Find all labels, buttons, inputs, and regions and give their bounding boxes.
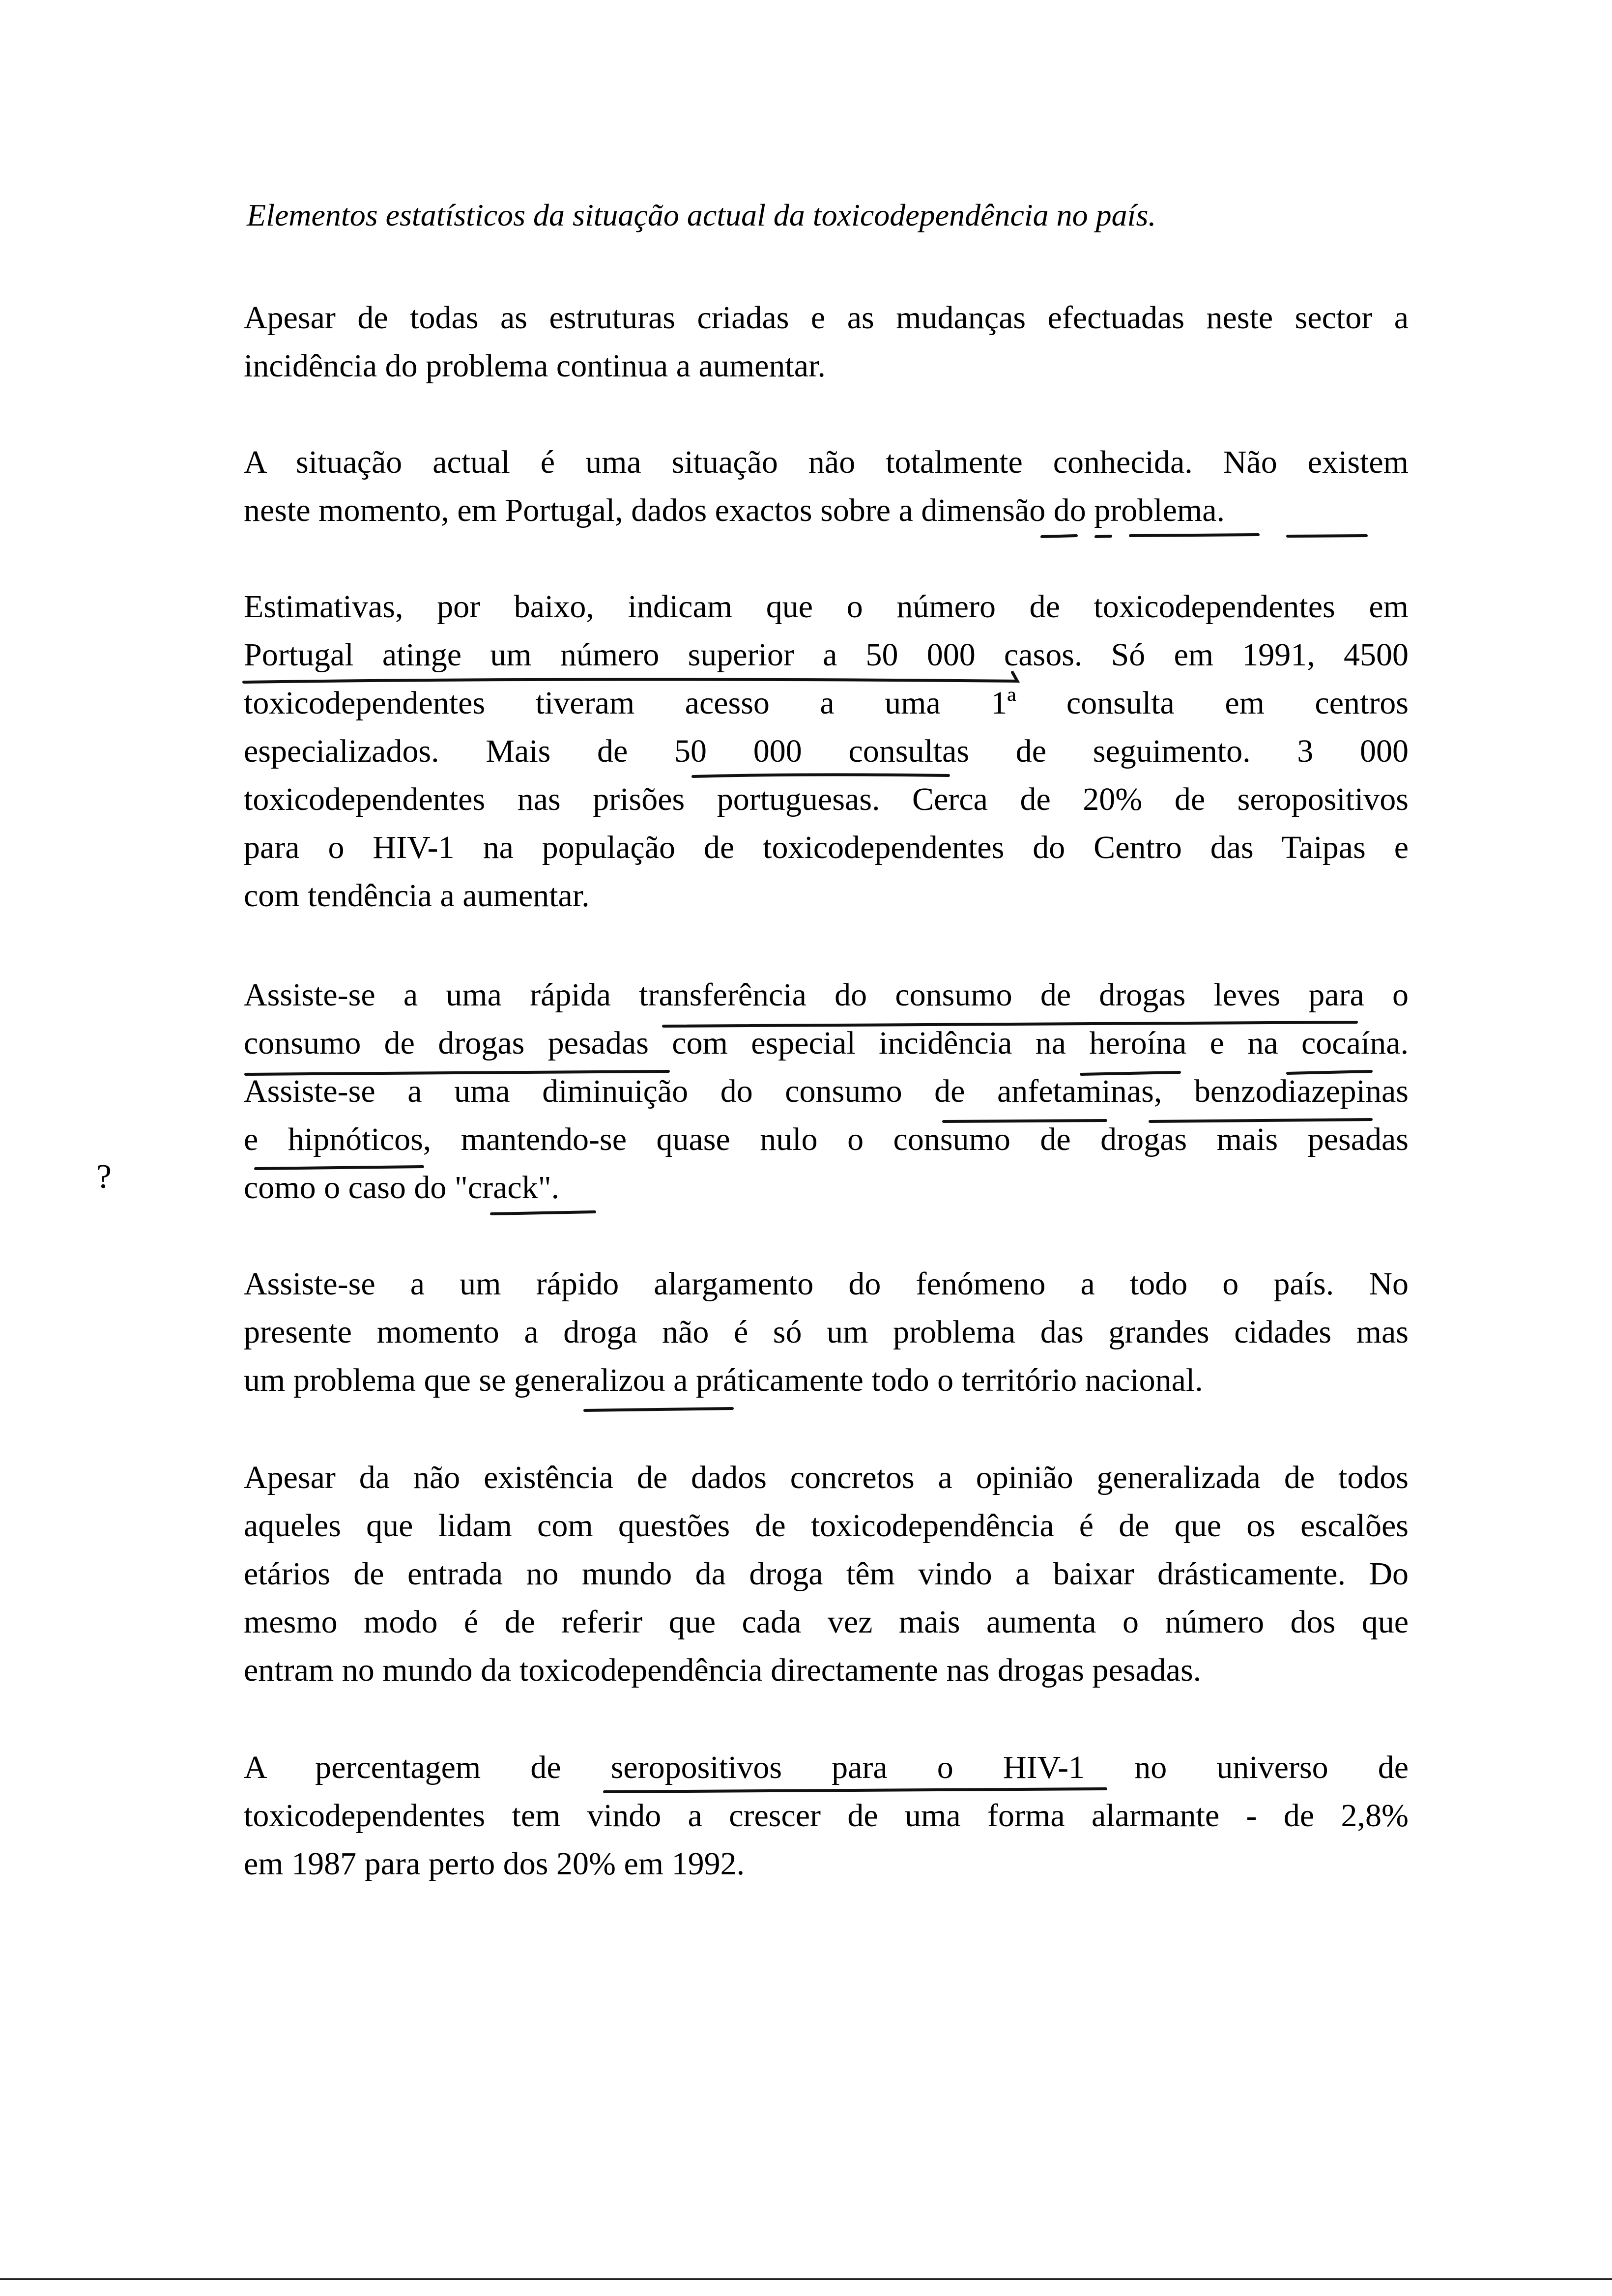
paragraph-line: para o HIV-1 na população de toxicodependentes do Centro das Taipas e bbox=[244, 830, 1409, 865]
paragraph-line: presente momento a droga não é só um problema das grandes cidades mas bbox=[244, 1314, 1409, 1350]
paragraph-line: Portugal atinge um número superior a 50 000 casos. Só em 1991, 4500 bbox=[244, 637, 1409, 673]
paragraph-line: em 1987 para perto dos 20% em 1992. bbox=[244, 1846, 745, 1882]
paragraph-2 bbox=[244, 438, 1409, 535]
paragraph-line: A situação actual é uma situação não totalmente conhecida. Não existem bbox=[244, 444, 1409, 480]
paragraph-line: incidência do problema continua a aumentar. bbox=[244, 348, 826, 384]
paragraph-line: toxicodependentes tem vindo a crescer de uma forma alarmante - de 2,8% bbox=[244, 1798, 1409, 1834]
paragraph-4 bbox=[244, 971, 1409, 1212]
paragraph-line: Assiste-se a uma diminuição do consumo de anfetaminas, benzodiazepinas bbox=[244, 1073, 1409, 1109]
scan-edge-line bbox=[0, 2278, 1612, 2280]
paragraph-line: Assiste-se a uma rápida transferência do consumo de drogas leves para o bbox=[244, 977, 1409, 1013]
paragraph-line: Apesar de todas as estruturas criadas e as mudanças efectuadas neste sector a bbox=[244, 300, 1409, 336]
paragraph-line: Assiste-se a um rápido alargamento do fenómeno a todo o país. No bbox=[244, 1266, 1409, 1302]
paragraph-line: neste momento, em Portugal, dados exactos sobre a dimensão do problema. bbox=[244, 492, 1225, 528]
paragraph-1 bbox=[244, 294, 1409, 390]
paragraph-line: consumo de drogas pesadas com especial incidência na heroína e na cocaína. bbox=[244, 1025, 1409, 1061]
paragraph-line: entram no mundo da toxicodependência directamente nas drogas pesadas. bbox=[244, 1652, 1202, 1688]
paragraph-line: um problema que se generalizou a práticamente todo o território nacional. bbox=[244, 1362, 1203, 1398]
paragraph-line: com tendência a aumentar. bbox=[244, 878, 590, 914]
paragraph-line: A percentagem de seropositivos para o HIV-1 no universo de bbox=[244, 1750, 1409, 1785]
paragraph-line: como o caso do "crack". bbox=[244, 1170, 560, 1205]
paragraph-line: Apesar da não existência de dados concretos a opinião generalizada de todos bbox=[244, 1460, 1409, 1495]
paragraph-3 bbox=[244, 583, 1409, 920]
paragraph-line: toxicodependentes tiveram acesso a uma 1ª consulta em centros bbox=[244, 685, 1409, 721]
paragraph-line: especializados. Mais de 50 000 consultas de seguimento. 3 000 bbox=[244, 733, 1409, 769]
paragraph-line: etários de entrada no mundo da droga têm vindo a baixar drásticamente. Do bbox=[244, 1556, 1409, 1592]
underline-crack bbox=[491, 1212, 595, 1214]
paragraph-line: mesmo modo é de referir que cada vez mais aumenta o número dos que bbox=[244, 1604, 1409, 1640]
handwritten-question-mark: ? bbox=[96, 1158, 112, 1196]
paragraph-line: e hipnóticos, mantendo-se quase nulo o consumo de drogas mais pesadas bbox=[244, 1121, 1409, 1157]
paragraph-5 bbox=[244, 1260, 1409, 1405]
paragraph-line: Estimativas, por baixo, indicam que o número de toxicodependentes em bbox=[244, 589, 1409, 625]
paragraph-6 bbox=[244, 1454, 1409, 1694]
underline-generalizou bbox=[585, 1408, 732, 1410]
underline-dimensao-do-problema bbox=[1042, 535, 1366, 537]
paragraph-7 bbox=[244, 1744, 1409, 1888]
document-heading: Elementos estatísticos da situação actual da toxicodependência no país. bbox=[247, 198, 1156, 232]
paragraph-line: toxicodependentes nas prisões portuguesas. Cerca de 20% de seropositivos bbox=[244, 781, 1409, 817]
paragraph-line: aqueles que lidam com questões de toxicodependência é de que os escalões bbox=[244, 1508, 1409, 1544]
